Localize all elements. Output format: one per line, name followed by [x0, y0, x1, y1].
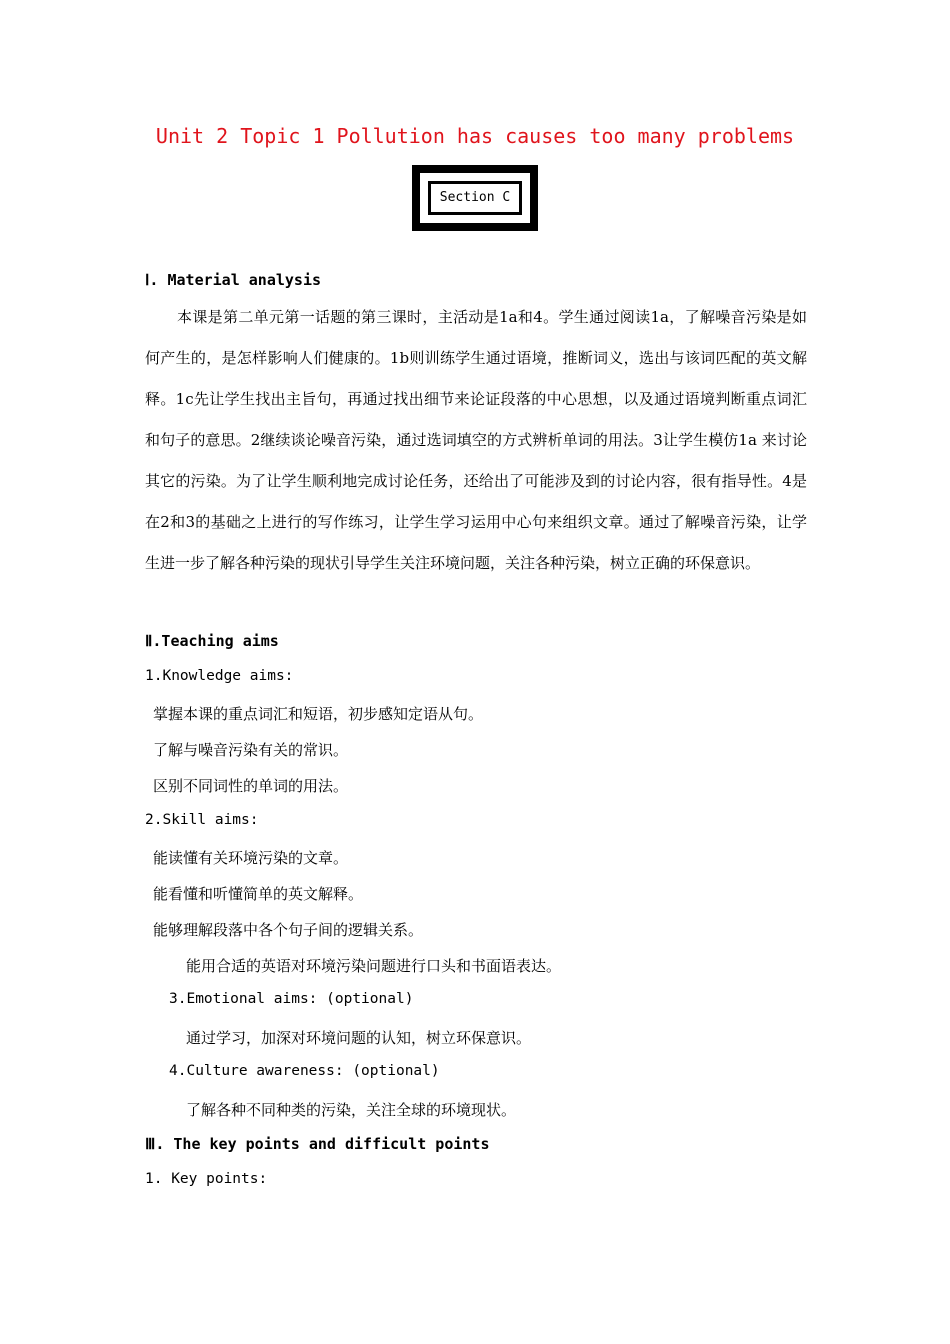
emotional-aims-label: 3.Emotional aims: (optional) — [169, 991, 414, 1007]
culture-awareness-label: 4.Culture awareness: (optional) — [169, 1063, 440, 1079]
material-analysis-paragraph: 本课是第二单元第一话题的第三课时，主活动是1a和4。学生通过阅读1a，了解噪音污染是如何产生的，是怎样影响人们健康的。1b则训练学生通过语境，推断词义，选出与该词匹配的英文解释。1c先让学生找出主旨句，再通过找出细节来论证段落的中心思想，以及通过语境判断重点词汇和句子的意思。2继续谈论噪音污染，通过选词填空的方式辨析单词的用法。3让学生模仿1a 来讨论其它的污染。为了让学生顺利地完成讨论任务，还给出了可能涉及到的讨论内容，很有指导性。4是在2和3的基础之上进行的写作练习，让学生学习运用中心句来组织文章。通过了解噪音污染，让学生进一步了解各种污染的现状引导学生关注环境问题，关注各种污染，树立正确的环保意识。 — [145, 308, 807, 572]
section-label-box — [412, 165, 538, 231]
key-points-label: 1. Key points: — [145, 1171, 268, 1187]
heading-key-points: Ⅲ. The key points and difficult points — [145, 1135, 490, 1153]
section-label: Section C — [431, 184, 519, 212]
heading-teaching-aims: Ⅱ.Teaching aims — [145, 632, 279, 650]
emotional-aim-item: 通过学习，加深对环境问题的认知，树立环保意识。 — [186, 1029, 532, 1047]
skill-aim-item: 能读懂有关环境污染的文章。 — [153, 849, 349, 867]
culture-awareness-item: 了解各种不同种类的污染，关注全球的环境现状。 — [186, 1101, 517, 1119]
document-title: Unit 2 Topic 1 Pollution has causes too many problems — [155, 124, 795, 148]
knowledge-aim-item: 区别不同词性的单词的用法。 — [153, 777, 349, 795]
heading-material-analysis: Ⅰ. Material analysis — [145, 271, 322, 289]
knowledge-aims-label: 1.Knowledge aims: — [145, 668, 294, 684]
knowledge-aim-item: 了解与噪音污染有关的常识。 — [153, 741, 349, 759]
skill-aim-item: 能用合适的英语对环境污染问题进行口头和书面语表达。 — [186, 957, 562, 975]
skill-aim-item: 能看懂和听懂简单的英文解释。 — [153, 885, 364, 903]
knowledge-aim-item: 掌握本课的重点词汇和短语，初步感知定语从句。 — [153, 705, 484, 723]
skill-aim-item: 能够理解段落中各个句子间的逻辑关系。 — [153, 921, 424, 939]
skill-aims-label: 2.Skill aims: — [145, 812, 259, 828]
